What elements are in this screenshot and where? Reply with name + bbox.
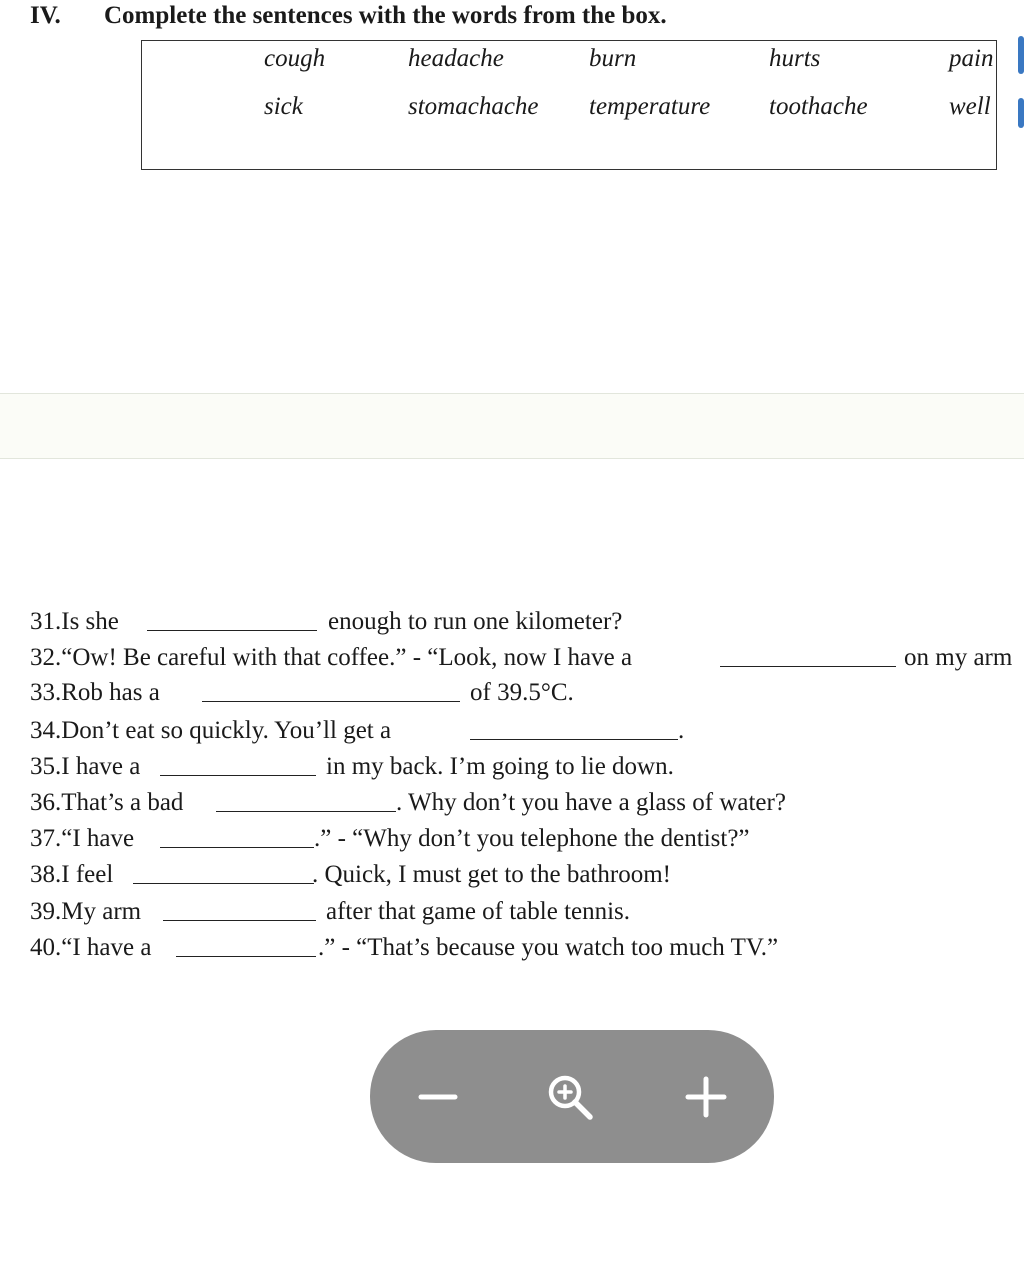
zoom-controls	[370, 1030, 774, 1163]
word-box-item: burn	[589, 45, 637, 72]
answer-blank[interactable]	[133, 883, 314, 884]
sentence-text: 40.“I have a	[30, 934, 152, 961]
sentence-text: 38.I feel	[30, 861, 114, 888]
sentence-37	[30, 824, 750, 854]
exercise-instruction: Complete the sentences with the words from the box.	[104, 2, 667, 29]
answer-blank[interactable]	[160, 847, 314, 848]
word-box	[141, 40, 997, 170]
zoom-in-magnifier-icon	[544, 1071, 596, 1123]
page-edge-marker	[1018, 98, 1024, 128]
sentence-31	[30, 607, 623, 637]
word-box-item: toothache	[769, 93, 868, 120]
sentence-text: 36.That’s a bad	[30, 789, 184, 816]
sentence-text: 33.Rob has a	[30, 679, 160, 706]
zoom-out-button[interactable]	[388, 1030, 488, 1163]
page-divider-band	[0, 393, 1024, 459]
answer-blank[interactable]	[202, 701, 460, 702]
sentence-text: .” - “That’s because you watch too much TV.”	[318, 934, 779, 961]
word-box-item: cough	[264, 45, 326, 72]
sentence-text: . Quick, I must get to the bathroom!	[312, 861, 671, 888]
answer-blank[interactable]	[163, 920, 316, 921]
sentence-text: 34.Don’t eat so quickly. You’ll get a	[30, 717, 392, 744]
minus-icon	[418, 1077, 458, 1117]
word-box-item: headache	[408, 45, 504, 72]
page-edge-marker	[1018, 36, 1024, 74]
sentence-36	[30, 788, 786, 818]
word-box-item: well	[949, 93, 991, 120]
answer-blank[interactable]	[147, 630, 317, 631]
sentence-text: of 39.5°C.	[470, 679, 574, 706]
word-box-item: pain	[949, 45, 994, 72]
sentence-text: . Why don’t you have a glass of water?	[396, 789, 786, 816]
sentence-32	[30, 643, 1013, 673]
sentence-35	[30, 752, 674, 782]
sentence-text: in my back. I’m going to lie down.	[326, 753, 674, 780]
word-box-item: hurts	[769, 45, 821, 72]
sentence-33	[30, 678, 574, 708]
zoom-in-button[interactable]	[656, 1030, 756, 1163]
sentence-text: after that game of table tennis.	[326, 898, 631, 925]
answer-blank[interactable]	[720, 666, 896, 667]
sentence-39	[30, 897, 631, 927]
sentence-text: 32.“Ow! Be careful with that coffee.” - “Look, now I have a	[30, 644, 633, 671]
word-box-item: sick	[264, 93, 303, 120]
sentence-38	[30, 860, 671, 890]
answer-blank[interactable]	[176, 956, 316, 957]
exercise-number: IV.	[30, 2, 61, 29]
sentence-text: 37.“I have	[30, 825, 135, 852]
word-box-item: stomachache	[408, 93, 539, 120]
sentence-40	[30, 933, 779, 963]
answer-blank[interactable]	[216, 811, 396, 812]
zoom-button[interactable]	[520, 1030, 620, 1163]
answer-blank[interactable]	[160, 775, 316, 776]
plus-icon	[684, 1075, 728, 1119]
sentence-text: 35.I have a	[30, 753, 141, 780]
sentence-text: 39.My arm	[30, 898, 142, 925]
sentence-text: enough to run one kilometer?	[328, 608, 623, 635]
sentence-text: .” - “Why don’t you telephone the dentist?”	[314, 825, 750, 852]
sentence-text: .	[678, 717, 685, 744]
sentence-text: on my arm	[904, 644, 1013, 671]
answer-blank[interactable]	[470, 739, 678, 740]
sentence-text: 31.Is she	[30, 608, 119, 635]
sentence-34	[30, 716, 685, 746]
exercise-heading	[30, 2, 667, 30]
word-box-item: temperature	[589, 93, 711, 120]
